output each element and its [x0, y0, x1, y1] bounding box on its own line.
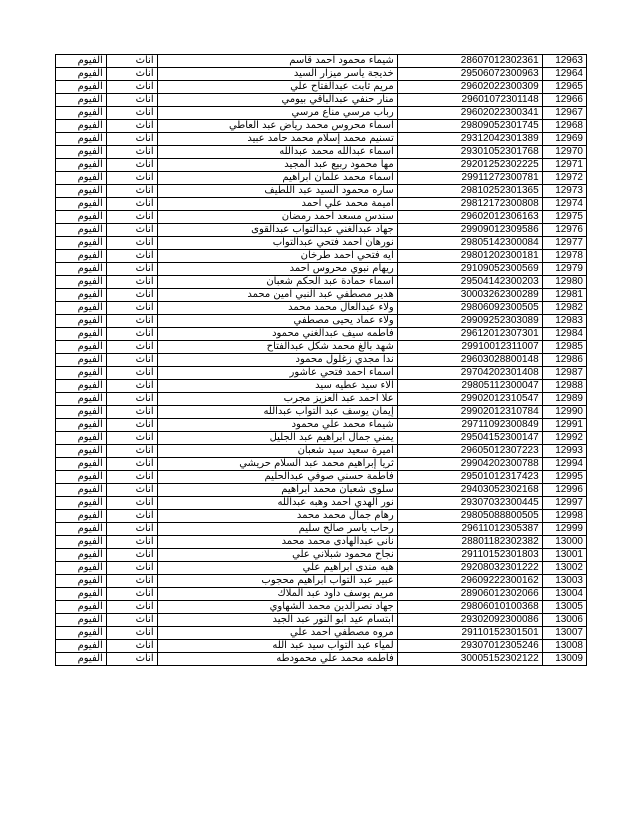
name-cell: ثريا إبراهيم محمد عبد السلام حريشي	[157, 458, 397, 471]
records-table-body	[56, 55, 587, 666]
name-cell: اسماء عبدالله محمد عبدالله	[157, 146, 397, 159]
governorate-cell: الفيوم	[56, 406, 107, 419]
governorate-cell: الفيوم	[56, 211, 107, 224]
serial-number-cell: 12989	[542, 393, 586, 406]
name-cell: سندس مسعد احمد رمضان	[157, 211, 397, 224]
gender-cell: اناث	[106, 328, 157, 341]
governorate-cell: الفيوم	[56, 224, 107, 237]
national-id-cell: 29301052301768	[397, 146, 542, 159]
name-cell: جهاد عبدالغني عبدالتواب عبدالقوى	[157, 224, 397, 237]
national-id-cell: 29307012305246	[397, 640, 542, 653]
table-row	[56, 367, 587, 380]
gender-cell: اناث	[106, 627, 157, 640]
name-cell: نجاح محمود شبلاني علي	[157, 549, 397, 562]
table-row	[56, 406, 587, 419]
gender-cell: اناث	[106, 601, 157, 614]
governorate-cell: الفيوم	[56, 523, 107, 536]
national-id-cell: 29603028800148	[397, 354, 542, 367]
governorate-cell: الفيوم	[56, 276, 107, 289]
name-cell: رباب مرسي مناع مرسي	[157, 107, 397, 120]
serial-number-cell: 12995	[542, 471, 586, 484]
governorate-cell: الفيوم	[56, 458, 107, 471]
national-id-cell: 29810252301365	[397, 185, 542, 198]
table-row	[56, 393, 587, 406]
name-cell: نانى عبدالهادى محمد محمد	[157, 536, 397, 549]
table-row	[56, 354, 587, 367]
table-row	[56, 276, 587, 289]
gender-cell: اناث	[106, 354, 157, 367]
table-row	[56, 159, 587, 172]
name-cell: اسماء محروس محمد رياض عبد العاطي	[157, 120, 397, 133]
table-row	[56, 341, 587, 354]
name-cell: سلوى شعبان محمد ابراهيم	[157, 484, 397, 497]
gender-cell: اناث	[106, 653, 157, 666]
governorate-cell: الفيوم	[56, 289, 107, 302]
gender-cell: اناث	[106, 94, 157, 107]
national-id-cell: 29611012305387	[397, 523, 542, 536]
national-id-cell: 30005152302122	[397, 653, 542, 666]
national-id-cell: 29910012311007	[397, 341, 542, 354]
name-cell: فاطمه سيف عبدالغني محمود	[157, 328, 397, 341]
gender-cell: اناث	[106, 341, 157, 354]
governorate-cell: الفيوم	[56, 445, 107, 458]
table-row	[56, 198, 587, 211]
national-id-cell: 29704202301408	[397, 367, 542, 380]
national-id-cell: 30003262300289	[397, 289, 542, 302]
serial-number-cell: 12982	[542, 302, 586, 315]
national-id-cell: 29602022300341	[397, 107, 542, 120]
governorate-cell: الفيوم	[56, 575, 107, 588]
national-id-cell: 29909252303089	[397, 315, 542, 328]
name-cell: شيماء محمود احمد قاسم	[157, 55, 397, 68]
serial-number-cell: 12985	[542, 341, 586, 354]
national-id-cell: 29809052301745	[397, 120, 542, 133]
serial-number-cell: 12980	[542, 276, 586, 289]
serial-number-cell: 12971	[542, 159, 586, 172]
name-cell: علا احمد عبد العزيز مجرب	[157, 393, 397, 406]
national-id-cell: 29909012309586	[397, 224, 542, 237]
gender-cell: اناث	[106, 536, 157, 549]
table-row	[56, 458, 587, 471]
name-cell: إيمان يوسف عبد التواب عبدالله	[157, 406, 397, 419]
governorate-cell: الفيوم	[56, 354, 107, 367]
name-cell: اميمة محمد علي احمد	[157, 198, 397, 211]
governorate-cell: الفيوم	[56, 302, 107, 315]
gender-cell: اناث	[106, 458, 157, 471]
national-id-cell: 29812172300808	[397, 198, 542, 211]
table-row	[56, 484, 587, 497]
national-id-cell: 29201252302225	[397, 159, 542, 172]
national-id-cell: 29208032301222	[397, 562, 542, 575]
table-row	[56, 510, 587, 523]
name-cell: مريم ثابت عبدالفتاح علي	[157, 81, 397, 94]
gender-cell: اناث	[106, 510, 157, 523]
name-cell: مريم يوسف داود عبد الملاك	[157, 588, 397, 601]
gender-cell: اناث	[106, 250, 157, 263]
serial-number-cell: 13001	[542, 549, 586, 562]
name-cell: رحاب ياسر صالح سليم	[157, 523, 397, 536]
table-row	[56, 68, 587, 81]
governorate-cell: الفيوم	[56, 133, 107, 146]
governorate-cell: الفيوم	[56, 146, 107, 159]
national-id-cell: 29601072301148	[397, 94, 542, 107]
gender-cell: اناث	[106, 549, 157, 562]
gender-cell: اناث	[106, 289, 157, 302]
national-id-cell: 29602022300309	[397, 81, 542, 94]
table-row	[56, 133, 587, 146]
table-row	[56, 328, 587, 341]
table-row	[56, 575, 587, 588]
gender-cell: اناث	[106, 211, 157, 224]
gender-cell: اناث	[106, 276, 157, 289]
table-row	[56, 601, 587, 614]
gender-cell: اناث	[106, 172, 157, 185]
serial-number-cell: 12998	[542, 510, 586, 523]
table-row	[56, 536, 587, 549]
serial-number-cell: 13003	[542, 575, 586, 588]
table-row	[56, 211, 587, 224]
gender-cell: اناث	[106, 120, 157, 133]
gender-cell: اناث	[106, 588, 157, 601]
gender-cell: اناث	[106, 406, 157, 419]
national-id-cell: 29801202300181	[397, 250, 542, 263]
governorate-cell: الفيوم	[56, 380, 107, 393]
table-row	[56, 250, 587, 263]
gender-cell: اناث	[106, 159, 157, 172]
serial-number-cell: 12983	[542, 315, 586, 328]
name-cell: ايه فتحي احمد طرخان	[157, 250, 397, 263]
table-row	[56, 237, 587, 250]
name-cell: نورهان احمد فتحي عبدالتواب	[157, 237, 397, 250]
serial-number-cell: 12972	[542, 172, 586, 185]
table-row	[56, 146, 587, 159]
gender-cell: اناث	[106, 315, 157, 328]
governorate-cell: الفيوم	[56, 601, 107, 614]
serial-number-cell: 12969	[542, 133, 586, 146]
serial-number-cell: 12996	[542, 484, 586, 497]
name-cell: ريهام نبوي محروس احمد	[157, 263, 397, 276]
governorate-cell: الفيوم	[56, 172, 107, 185]
serial-number-cell: 12963	[542, 55, 586, 68]
table-row	[56, 55, 587, 68]
national-id-cell: 29501012317423	[397, 471, 542, 484]
name-cell: رهام جمال محمد محمد	[157, 510, 397, 523]
governorate-cell: الفيوم	[56, 367, 107, 380]
gender-cell: اناث	[106, 237, 157, 250]
national-id-cell: 29504142300203	[397, 276, 542, 289]
serial-number-cell: 13006	[542, 614, 586, 627]
national-id-cell: 29902012310547	[397, 393, 542, 406]
table-row	[56, 302, 587, 315]
gender-cell: اناث	[106, 81, 157, 94]
gender-cell: اناث	[106, 445, 157, 458]
name-cell: مروه مصطفي احمد علي	[157, 627, 397, 640]
gender-cell: اناث	[106, 55, 157, 68]
table-row	[56, 107, 587, 120]
serial-number-cell: 12997	[542, 497, 586, 510]
name-cell: ندا مجدي زغلول محمود	[157, 354, 397, 367]
table-row	[56, 588, 587, 601]
name-cell: هبه مندى ابراهيم علي	[157, 562, 397, 575]
records-sheet	[55, 54, 587, 666]
national-id-cell: 29805088800505	[397, 510, 542, 523]
governorate-cell: الفيوم	[56, 393, 107, 406]
table-row	[56, 497, 587, 510]
table-row	[56, 471, 587, 484]
governorate-cell: الفيوم	[56, 640, 107, 653]
serial-number-cell: 12967	[542, 107, 586, 120]
gender-cell: اناث	[106, 185, 157, 198]
table-row	[56, 172, 587, 185]
name-cell: عبير عبد التواب ابراهيم محجوب	[157, 575, 397, 588]
national-id-cell: 29602012306163	[397, 211, 542, 224]
governorate-cell: الفيوم	[56, 120, 107, 133]
gender-cell: اناث	[106, 302, 157, 315]
national-id-cell: 29302092300086	[397, 614, 542, 627]
gender-cell: اناث	[106, 562, 157, 575]
national-id-cell: 29307032300445	[397, 497, 542, 510]
name-cell: اميرة سعيد سيد شعبان	[157, 445, 397, 458]
table-row	[56, 81, 587, 94]
gender-cell: اناث	[106, 393, 157, 406]
serial-number-cell: 12979	[542, 263, 586, 276]
governorate-cell: الفيوم	[56, 68, 107, 81]
governorate-cell: الفيوم	[56, 81, 107, 94]
governorate-cell: الفيوم	[56, 419, 107, 432]
serial-number-cell: 13000	[542, 536, 586, 549]
governorate-cell: الفيوم	[56, 614, 107, 627]
gender-cell: اناث	[106, 471, 157, 484]
national-id-cell: 29805112300047	[397, 380, 542, 393]
name-cell: هدير مصطفي عبد النبي امين محمد	[157, 289, 397, 302]
name-cell: تسنيم محمد إسلام محمد حامد عبيد	[157, 133, 397, 146]
table-row	[56, 653, 587, 666]
serial-number-cell: 12999	[542, 523, 586, 536]
serial-number-cell: 13005	[542, 601, 586, 614]
serial-number-cell: 12992	[542, 432, 586, 445]
governorate-cell: الفيوم	[56, 185, 107, 198]
serial-number-cell: 12970	[542, 146, 586, 159]
serial-number-cell: 12990	[542, 406, 586, 419]
serial-number-cell: 12991	[542, 419, 586, 432]
gender-cell: اناث	[106, 263, 157, 276]
table-row	[56, 614, 587, 627]
governorate-cell: الفيوم	[56, 341, 107, 354]
governorate-cell: الفيوم	[56, 263, 107, 276]
gender-cell: اناث	[106, 107, 157, 120]
national-id-cell: 28906012302066	[397, 588, 542, 601]
serial-number-cell: 12964	[542, 68, 586, 81]
governorate-cell: الفيوم	[56, 484, 107, 497]
table-row	[56, 627, 587, 640]
gender-cell: اناث	[106, 575, 157, 588]
national-id-cell: 29904202300788	[397, 458, 542, 471]
serial-number-cell: 12978	[542, 250, 586, 263]
table-row	[56, 432, 587, 445]
table-row	[56, 445, 587, 458]
name-cell: مها محمود ربيع عبد المجيد	[157, 159, 397, 172]
national-id-cell: 29312042301389	[397, 133, 542, 146]
governorate-cell: الفيوم	[56, 471, 107, 484]
gender-cell: اناث	[106, 198, 157, 211]
governorate-cell: الفيوم	[56, 55, 107, 68]
national-id-cell: 29110152301803	[397, 549, 542, 562]
national-id-cell: 29504152300147	[397, 432, 542, 445]
name-cell: نور الهدي احمد وهبه عبدالله	[157, 497, 397, 510]
name-cell: لمياء عبد التواب سيد عبد الله	[157, 640, 397, 653]
table-row	[56, 549, 587, 562]
serial-number-cell: 12986	[542, 354, 586, 367]
governorate-cell: الفيوم	[56, 432, 107, 445]
governorate-cell: الفيوم	[56, 627, 107, 640]
national-id-cell: 29506072300963	[397, 68, 542, 81]
table-row	[56, 224, 587, 237]
governorate-cell: الفيوم	[56, 536, 107, 549]
national-id-cell: 29806010100368	[397, 601, 542, 614]
gender-cell: اناث	[106, 133, 157, 146]
national-id-cell: 29805142300084	[397, 237, 542, 250]
gender-cell: اناث	[106, 68, 157, 81]
gender-cell: اناث	[106, 614, 157, 627]
national-id-cell: 29911272300781	[397, 172, 542, 185]
serial-number-cell: 13008	[542, 640, 586, 653]
name-cell: ساره محمود السيد عبد اللطيف	[157, 185, 397, 198]
gender-cell: اناث	[106, 432, 157, 445]
gender-cell: اناث	[106, 640, 157, 653]
national-id-cell: 29711092300849	[397, 419, 542, 432]
governorate-cell: الفيوم	[56, 497, 107, 510]
gender-cell: اناث	[106, 146, 157, 159]
national-id-cell: 29612012307301	[397, 328, 542, 341]
table-row	[56, 185, 587, 198]
table-row	[56, 380, 587, 393]
serial-number-cell: 13004	[542, 588, 586, 601]
gender-cell: اناث	[106, 523, 157, 536]
gender-cell: اناث	[106, 484, 157, 497]
name-cell: اسماء حمادة عبد الحكم شعبان	[157, 276, 397, 289]
table-row	[56, 562, 587, 575]
governorate-cell: الفيوم	[56, 328, 107, 341]
name-cell: شهد بالغ محمد شكل عبدالفتاح	[157, 341, 397, 354]
name-cell: فاطمة حسني صوفي عبدالحليم	[157, 471, 397, 484]
serial-number-cell: 12975	[542, 211, 586, 224]
table-row	[56, 315, 587, 328]
serial-number-cell: 12974	[542, 198, 586, 211]
national-id-cell: 29110152301501	[397, 627, 542, 640]
governorate-cell: الفيوم	[56, 549, 107, 562]
table-row	[56, 289, 587, 302]
table-row	[56, 263, 587, 276]
table-row	[56, 419, 587, 432]
serial-number-cell: 12987	[542, 367, 586, 380]
serial-number-cell: 12988	[542, 380, 586, 393]
serial-number-cell: 12968	[542, 120, 586, 133]
name-cell: الاء سيد عطيه سيد	[157, 380, 397, 393]
name-cell: اسماء محمد علمان ابراهيم	[157, 172, 397, 185]
serial-number-cell: 12965	[542, 81, 586, 94]
national-id-cell: 29403052302168	[397, 484, 542, 497]
serial-number-cell: 12993	[542, 445, 586, 458]
name-cell: ولاء عبدالعال محمد محمد	[157, 302, 397, 315]
serial-number-cell: 12966	[542, 94, 586, 107]
governorate-cell: الفيوم	[56, 588, 107, 601]
national-id-cell: 29806092300505	[397, 302, 542, 315]
table-row	[56, 640, 587, 653]
gender-cell: اناث	[106, 497, 157, 510]
table-row	[56, 94, 587, 107]
national-id-cell: 29609222300162	[397, 575, 542, 588]
name-cell: خديجة ياسر ميزار السيد	[157, 68, 397, 81]
governorate-cell: الفيوم	[56, 159, 107, 172]
governorate-cell: الفيوم	[56, 510, 107, 523]
governorate-cell: الفيوم	[56, 562, 107, 575]
records-table	[55, 54, 587, 666]
governorate-cell: الفيوم	[56, 315, 107, 328]
serial-number-cell: 12984	[542, 328, 586, 341]
name-cell: ابتسام عيد ابو النور عبد الجيد	[157, 614, 397, 627]
serial-number-cell: 12994	[542, 458, 586, 471]
name-cell: اسماء احمد فتحي عاشور	[157, 367, 397, 380]
name-cell: جهاد نصرالدين محمد الشهاوي	[157, 601, 397, 614]
table-row	[56, 523, 587, 536]
serial-number-cell: 12977	[542, 237, 586, 250]
governorate-cell: الفيوم	[56, 94, 107, 107]
name-cell: فاطمه محمد علي محمودطه	[157, 653, 397, 666]
gender-cell: اناث	[106, 224, 157, 237]
serial-number-cell: 13009	[542, 653, 586, 666]
national-id-cell: 29605012307223	[397, 445, 542, 458]
serial-number-cell: 13002	[542, 562, 586, 575]
name-cell: يمني جمال ابراهيم عبد الجليل	[157, 432, 397, 445]
national-id-cell: 28607012302361	[397, 55, 542, 68]
governorate-cell: الفيوم	[56, 653, 107, 666]
serial-number-cell: 13007	[542, 627, 586, 640]
name-cell: ولاء عماد يحيى مصطفي	[157, 315, 397, 328]
governorate-cell: الفيوم	[56, 198, 107, 211]
governorate-cell: الفيوم	[56, 250, 107, 263]
gender-cell: اناث	[106, 380, 157, 393]
table-row	[56, 120, 587, 133]
national-id-cell: 29902012310784	[397, 406, 542, 419]
national-id-cell: 29109052300569	[397, 263, 542, 276]
national-id-cell: 28801182302382	[397, 536, 542, 549]
serial-number-cell: 12973	[542, 185, 586, 198]
gender-cell: اناث	[106, 367, 157, 380]
serial-number-cell: 12981	[542, 289, 586, 302]
governorate-cell: الفيوم	[56, 107, 107, 120]
governorate-cell: الفيوم	[56, 237, 107, 250]
gender-cell: اناث	[106, 419, 157, 432]
name-cell: منار حنفي عبدالباقي بيومي	[157, 94, 397, 107]
serial-number-cell: 12976	[542, 224, 586, 237]
name-cell: شيماء محمد علي محمود	[157, 419, 397, 432]
